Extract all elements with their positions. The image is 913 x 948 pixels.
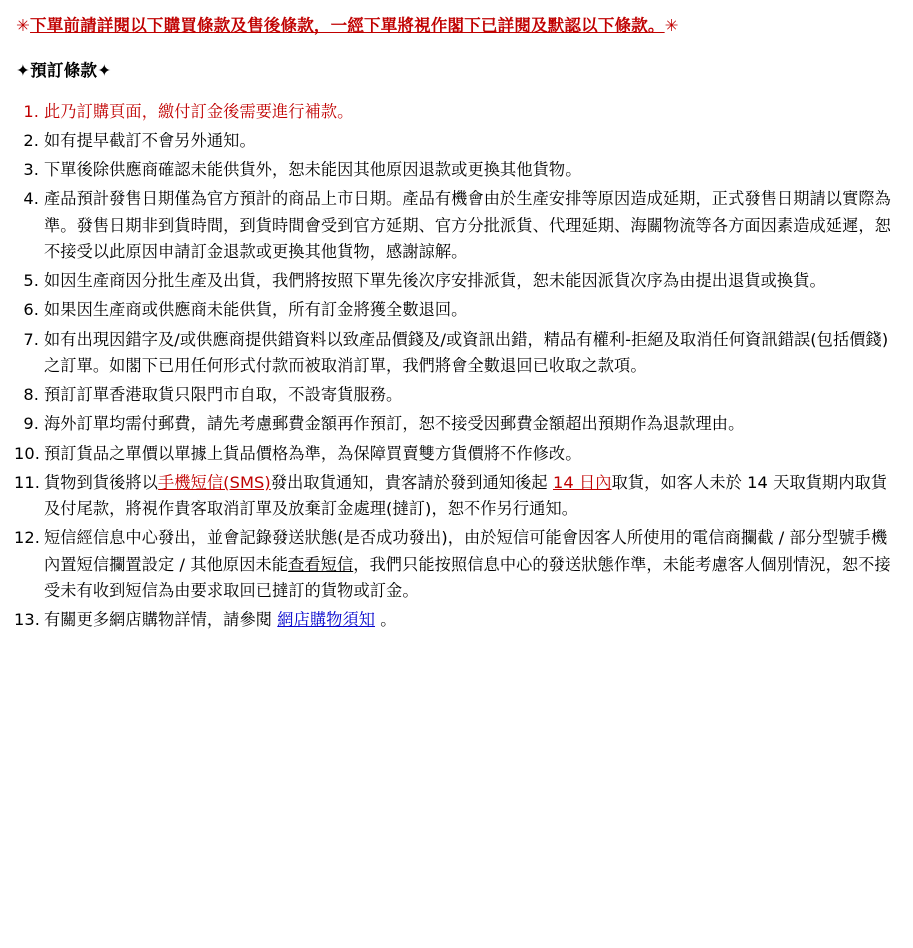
text-run: 短信經信息中心發出，並會記錄發送狀態(是否成功發出)，由於短信可能會因客人所使用的電信商攔截 / 部分型號手機內置短信攔置設定 / 其他原因未能 bbox=[44, 528, 888, 574]
term-text: 預訂貨品之單價以單據上貨品價格為準，為保障買賣雙方貨價將不作修改。 bbox=[44, 443, 582, 463]
term-number: 12. bbox=[14, 528, 41, 548]
term-text: 如因生產商因分批生產及出貨，我們將按照下單先後次序安排派貨，恕未能因派貨次序為由提出退貨或換貨。 bbox=[44, 271, 826, 291]
text-run: 。 bbox=[375, 609, 397, 629]
term-item-12 bbox=[14, 525, 899, 604]
term-number: 2. bbox=[23, 130, 39, 150]
term-text: 海外訂單均需付郵費，請先考慮郵費金額再作預訂，恕不接受因郵費金額超出預期作為退款理由。 bbox=[44, 414, 745, 434]
term-item-11 bbox=[14, 470, 899, 522]
terms-list bbox=[14, 99, 899, 633]
emphasis-underline-red: 手機短信(SMS) bbox=[158, 472, 271, 492]
term-item-6 bbox=[14, 297, 899, 323]
term-number: 11. bbox=[14, 472, 41, 492]
term-item-10 bbox=[14, 441, 899, 467]
banner-text: 下單前請詳閱以下購買條款及售後條款，一經下單將視作閣下已詳閱及默認以下條款。 bbox=[30, 16, 665, 35]
term-number: 10. bbox=[14, 443, 41, 463]
term-text: 此乃訂購頁面，繳付訂金後需要進行補款。 bbox=[44, 101, 354, 121]
text-run: ，我們只能按照信息中心的發送狀態作準，未能考慮客人個別情況，恕不接受未有收到短信為由要求取回已撻訂的貨物或訂金。 bbox=[44, 554, 891, 600]
star-icon-left: ✳ bbox=[16, 16, 31, 35]
term-text: 下單後除供應商確認未能供貨外，恕未能因其他原因退款或更換其他貨物。 bbox=[44, 160, 582, 180]
top-warning-banner bbox=[16, 14, 899, 39]
term-item-2 bbox=[14, 128, 899, 154]
term-number: 1. bbox=[23, 101, 39, 121]
term-item-3 bbox=[14, 157, 899, 183]
term-text: 如有出現因錯字及/或供應商提供錯資料以致產品價錢及/或資訊出錯，精品有權利-拒絕及取消任何資訊錯誤(包括價錢) 之訂單。如閣下已用任何形式付款而被取消訂單，我們將會全數退回已收取之款項。 bbox=[44, 329, 889, 375]
term-number: 4. bbox=[23, 189, 39, 209]
term-item-4 bbox=[14, 186, 899, 265]
star-icon-right: ✳ bbox=[664, 16, 679, 35]
term-number: 9. bbox=[23, 414, 39, 434]
text-run: 有關更多網店購物詳情，請參閱 bbox=[44, 609, 278, 629]
emphasis-underline-red: 14 日內 bbox=[552, 472, 612, 492]
term-text: 如有提早截訂不會另外通知。 bbox=[44, 130, 256, 150]
term-number: 6. bbox=[23, 300, 39, 320]
text-run: 取貨，如客人未於 14 天取貨期内取貨及付尾款，將視作貴客取消訂單及放棄訂金處理(撻訂)，恕不作另行通知。 bbox=[44, 472, 888, 519]
term-number: 7. bbox=[23, 329, 39, 349]
term-text: 預訂訂單香港取貨只限門市自取，不設寄貨服務。 bbox=[44, 385, 403, 405]
term-item-5 bbox=[14, 268, 899, 294]
term-item-13 bbox=[14, 607, 899, 633]
term-text: 產品預計發售日期僅為官方預計的商品上市日期。產品有機會由於生產安排等原因造成延期，正式發售日期請以實際為準。發售日期非到貨時間，到貨時間會受到官方延期、官方分批派貨、代理延期、海關物流等各方面因素造成延遲，恕不接受以此原因申請訂金退款或更換其他貨物，感謝諒解。 bbox=[44, 189, 891, 261]
term-item-1 bbox=[14, 99, 899, 125]
text-run: 貨物到貨後將以 bbox=[44, 472, 159, 492]
term-text bbox=[44, 470, 899, 522]
term-item-7 bbox=[14, 327, 899, 379]
term-number: 3. bbox=[23, 160, 39, 180]
term-item-8 bbox=[14, 382, 899, 408]
emphasis-underline: 查看短信 bbox=[288, 554, 354, 574]
term-text: 如果因生產商或供應商未能供貨，所有訂金將獲全數退回。 bbox=[44, 300, 468, 320]
shopping-guide-link[interactable]: 網店購物須知 bbox=[277, 609, 376, 629]
term-number: 13. bbox=[14, 609, 41, 629]
section-title-preorder-terms: ✦預訂條款✦ bbox=[16, 60, 112, 80]
term-text bbox=[44, 525, 899, 604]
term-item-9 bbox=[14, 411, 899, 437]
term-number: 8. bbox=[23, 385, 39, 405]
term-text bbox=[44, 607, 899, 633]
text-run: 發出取貨通知，貴客請於發到通知後起 bbox=[270, 472, 553, 492]
term-number: 5. bbox=[23, 271, 39, 291]
